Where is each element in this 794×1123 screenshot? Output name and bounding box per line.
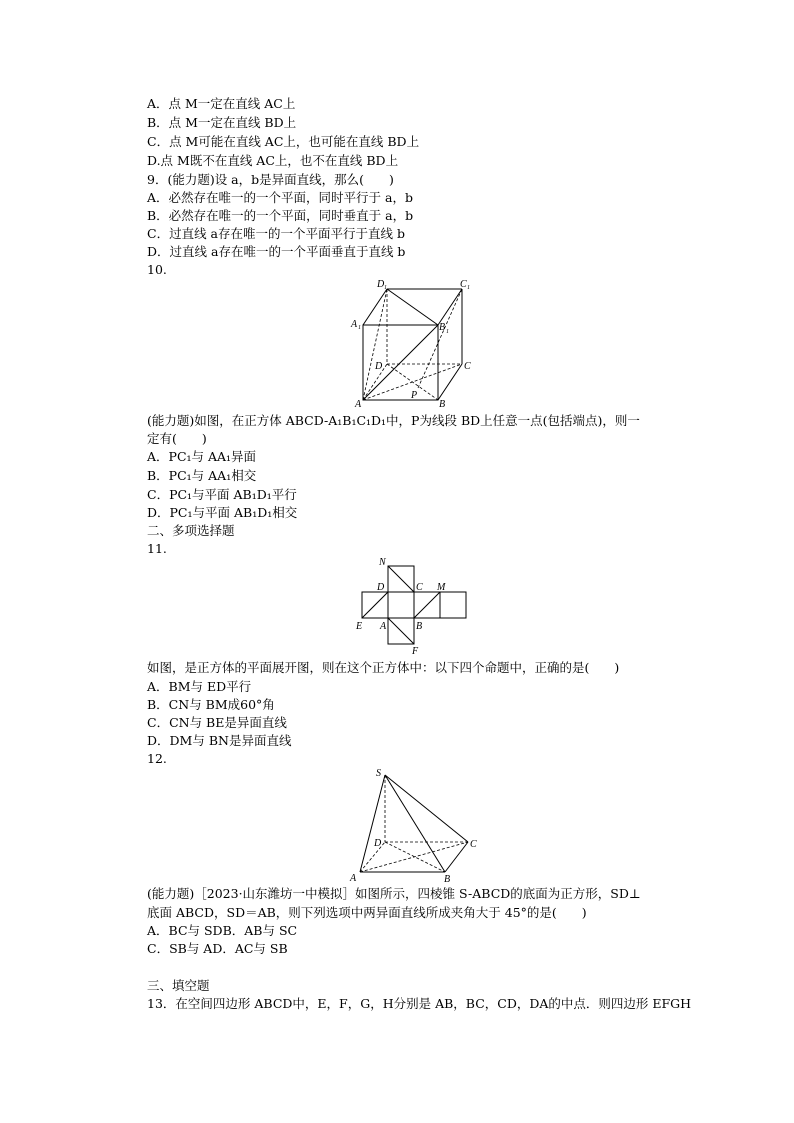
- q8-option-d: D.点 M既不在直线 AC上，也不在直线 BD上: [147, 153, 399, 168]
- label-d1-sub: 1: [384, 285, 387, 291]
- q9-option-c: C．过直线 a存在唯一的一个平面平行于直线 b: [147, 226, 405, 241]
- q9-option-d: D．过直线 a存在唯一的一个平面垂直于直线 b: [147, 244, 406, 259]
- q12-options-row1: A．BC与 SDB．AB与 SC: [147, 923, 298, 938]
- label-a1: A: [351, 319, 358, 330]
- pyr-label-a: A: [350, 873, 357, 884]
- q12-pyramid-figure: [340, 764, 480, 884]
- q10-number: 10.: [147, 262, 167, 277]
- q9-stem: 9．(能力题)设 a，b是异面直线，那么( ): [147, 172, 394, 187]
- q10-option-a: A．PC₁与 AA₁异面: [147, 449, 257, 464]
- pyr-label-d: D: [374, 838, 382, 849]
- q12-stem-line2: 底面 ABCD，SD＝AB，则下列选项中两异面直线所成夹角大于 45°的是( ): [147, 905, 587, 920]
- label-b1-sub: 1: [446, 329, 449, 335]
- pyr-label-s: S: [376, 768, 381, 779]
- net-label-m: M: [437, 582, 446, 593]
- label-a: A: [355, 399, 362, 410]
- q9-option-a: A．必然存在唯一的一个平面，同时平行于 a，b: [147, 190, 413, 205]
- net-label-a: A: [380, 621, 387, 632]
- label-d: D: [375, 361, 383, 372]
- pyr-label-b: B: [444, 874, 451, 885]
- q11-stem: 如图，是正方体的平面展开图，则在这个正方体中：以下四个命题中，正确的是( ): [147, 660, 620, 675]
- net-label-f: F: [412, 646, 419, 657]
- q11-option-b: B．CN与 BM成60°角: [147, 697, 275, 712]
- section-2-heading: 二、多项选择题: [147, 523, 235, 538]
- q10-stem-line1: (能力题)如图，在正方体 ABCD-A₁B₁C₁D₁中，P为线段 BD上任意一点(包括端点)，则一: [147, 413, 640, 428]
- label-b1: B: [439, 322, 446, 333]
- net-label-n: N: [379, 557, 386, 568]
- q8-option-b: B．点 M一定在直线 BD上: [147, 115, 297, 130]
- label-c: C: [464, 361, 471, 372]
- q12-number: 12.: [147, 751, 167, 766]
- label-c1: C: [460, 279, 467, 290]
- net-label-d: D: [377, 582, 385, 593]
- label-a1-sub: 1: [358, 325, 361, 331]
- net-label-b: B: [416, 621, 423, 632]
- section-3-heading: 三、填空题: [147, 978, 210, 993]
- q10-option-b: B．PC₁与 AA₁相交: [147, 468, 257, 483]
- q13-stem: 13．在空间四边形 ABCD中，E，F，G，H分别是 AB，BC，CD，DA的中点．则四边形 EFGH: [147, 996, 692, 1011]
- q10-option-c: C．PC₁与平面 AB₁D₁平行: [147, 487, 297, 502]
- q12-options-row2: C．SB与 AD．AC与 SB: [147, 941, 288, 956]
- q8-option-a: A．点 M一定在直线 AC上: [147, 96, 296, 111]
- net-label-e: E: [356, 621, 363, 632]
- q11-option-c: C．CN与 BE是异面直线: [147, 715, 287, 730]
- q11-number: 11.: [147, 541, 167, 556]
- label-b: B: [439, 399, 446, 410]
- q12-stem-line1: (能力题)［2023·山东潍坊一中模拟］如图所示，四棱锥 S-ABCD的底面为正方形，SD⊥: [147, 886, 641, 901]
- q8-option-c: C．点 M可能在直线 AC上，也可能在直线 BD上: [147, 134, 420, 149]
- q10-cube-figure: [340, 278, 480, 408]
- pyr-label-c: C: [470, 839, 477, 850]
- q11-cube-net-figure: [350, 556, 475, 656]
- q11-option-a: A．BM与 ED平行: [147, 679, 252, 694]
- q11-option-d: D．DM与 BN是异面直线: [147, 733, 292, 748]
- q9-option-b: B．必然存在唯一的一个平面，同时垂直于 a，b: [147, 208, 414, 223]
- label-d1: D: [377, 279, 385, 290]
- net-label-c: C: [416, 582, 423, 593]
- label-c1-sub: 1: [467, 285, 470, 291]
- label-p: P: [411, 390, 418, 401]
- q10-stem-line2: 定有( ): [147, 431, 207, 446]
- q10-option-d: D．PC₁与平面 AB₁D₁相交: [147, 505, 298, 520]
